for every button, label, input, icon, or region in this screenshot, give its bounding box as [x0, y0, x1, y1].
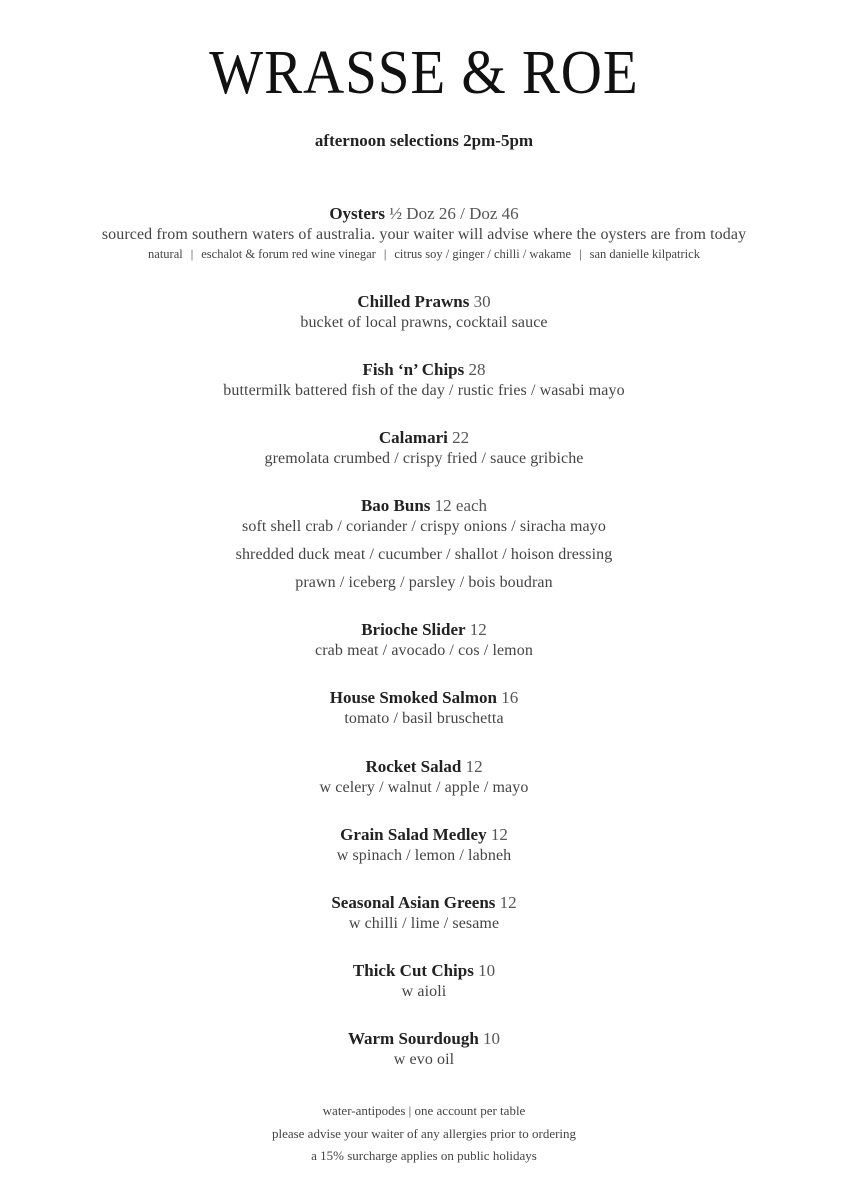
item-description: buttermilk battered fish of the day / rustic fries / wasabi mayo — [223, 382, 625, 399]
item-description: w chilli / lime / sesame — [348, 915, 500, 932]
item-name: Brioche Slider — [361, 620, 466, 639]
item-heading — [0, 960, 848, 981]
item-price: 12 — [469, 620, 487, 639]
item-price: 12 each — [434, 496, 488, 515]
option-citrus-soy: citrus soy / ginger / chilli / wakame — [394, 247, 572, 261]
menu-item-seasonal-asian-greens — [0, 892, 848, 934]
item-heading — [0, 619, 848, 640]
menu-item-calamari — [0, 427, 848, 469]
item-description: w evo oil — [393, 1051, 455, 1068]
item-name: Fish ‘n’ Chips — [362, 360, 465, 379]
item-heading — [0, 687, 848, 708]
item-heading — [0, 359, 848, 380]
menu-item-brioche-slider — [0, 619, 848, 661]
item-price: 30 — [473, 292, 491, 311]
item-description: crab meat / avocado / cos / lemon — [315, 642, 533, 659]
item-name: Grain Salad Medley — [340, 825, 487, 844]
item-heading — [0, 1028, 848, 1049]
oyster-options — [0, 245, 848, 263]
item-heading — [0, 427, 848, 448]
item-description: w spinach / lemon / labneh — [336, 847, 512, 864]
item-description: tomato / basil bruschetta — [344, 710, 504, 727]
item-heading — [0, 892, 848, 913]
item-name: Calamari — [378, 428, 448, 447]
menu-footer — [0, 1100, 848, 1168]
menu-item-oysters — [0, 203, 848, 263]
item-heading — [0, 824, 848, 845]
item-description: w aioli — [401, 983, 447, 1000]
item-price: 12 — [465, 757, 483, 776]
item-description: gremolata crumbed / crispy fried / sauce gribiche — [264, 450, 584, 467]
divider: | — [190, 247, 194, 261]
divider: | — [383, 247, 387, 261]
item-description: bucket of local prawns, cocktail sauce — [300, 314, 548, 331]
restaurant-name: WRASSE & ROE — [209, 39, 639, 107]
menu-item-grain-salad-medley — [0, 824, 848, 866]
menu-item-fish-n-chips — [0, 359, 848, 401]
item-price: 10 — [483, 1029, 501, 1048]
menu-item-warm-sourdough — [0, 1028, 848, 1070]
footer-note-surcharge: a 15% surcharge applies on public holidays — [311, 1148, 537, 1163]
item-name: Thick Cut Chips — [352, 961, 474, 980]
item-price: 10 — [478, 961, 496, 980]
item-heading — [0, 291, 848, 312]
item-price: ½ Doz 26 / Doz 46 — [389, 204, 519, 223]
item-name: Seasonal Asian Greens — [331, 893, 496, 912]
item-heading — [0, 203, 848, 224]
item-description: prawn / iceberg / parsley / bois boudran — [295, 574, 553, 591]
menu-item-chilled-prawns — [0, 291, 848, 333]
item-name: Rocket Salad — [365, 757, 462, 776]
menu-item-rocket-salad — [0, 756, 848, 798]
footer-note-allergies: please advise your waiter of any allergies prior to ordering — [271, 1125, 577, 1141]
item-name: Bao Buns — [360, 496, 431, 515]
menu-subtitle: afternoon selections 2pm-5pm — [314, 131, 534, 150]
menu-item-house-smoked-salmon — [0, 687, 848, 729]
option-kilpatrick: san danielle kilpatrick — [589, 247, 700, 261]
menu-item-thick-cut-chips — [0, 960, 848, 1002]
menu-item-bao-buns — [0, 495, 848, 593]
item-name: Oysters — [329, 204, 386, 223]
item-price: 16 — [501, 688, 519, 707]
option-eschalot: eschalot & forum red wine vinegar — [201, 247, 376, 261]
item-description: soft shell crab / coriander / crispy onions / siracha mayo — [242, 518, 606, 535]
footer-note-water: water-antipodes | one account per table — [322, 1103, 526, 1118]
item-name: House Smoked Salmon — [329, 688, 497, 707]
item-price: 28 — [468, 360, 486, 379]
item-heading — [0, 495, 848, 516]
item-description: w celery / walnut / apple / mayo — [319, 779, 529, 796]
item-name: Chilled Prawns — [357, 292, 470, 311]
item-description: sourced from southern waters of australia. your waiter will advise where the oysters are from today — [101, 226, 747, 243]
divider: | — [579, 247, 582, 261]
item-name: Warm Sourdough — [347, 1029, 479, 1048]
item-description: shredded duck meat / cucumber / shallot / hoison dressing — [235, 546, 613, 563]
item-price: 12 — [499, 893, 517, 912]
item-price: 12 — [490, 825, 508, 844]
option-natural: natural — [148, 247, 183, 261]
item-heading — [0, 756, 848, 777]
item-price: 22 — [452, 428, 470, 447]
